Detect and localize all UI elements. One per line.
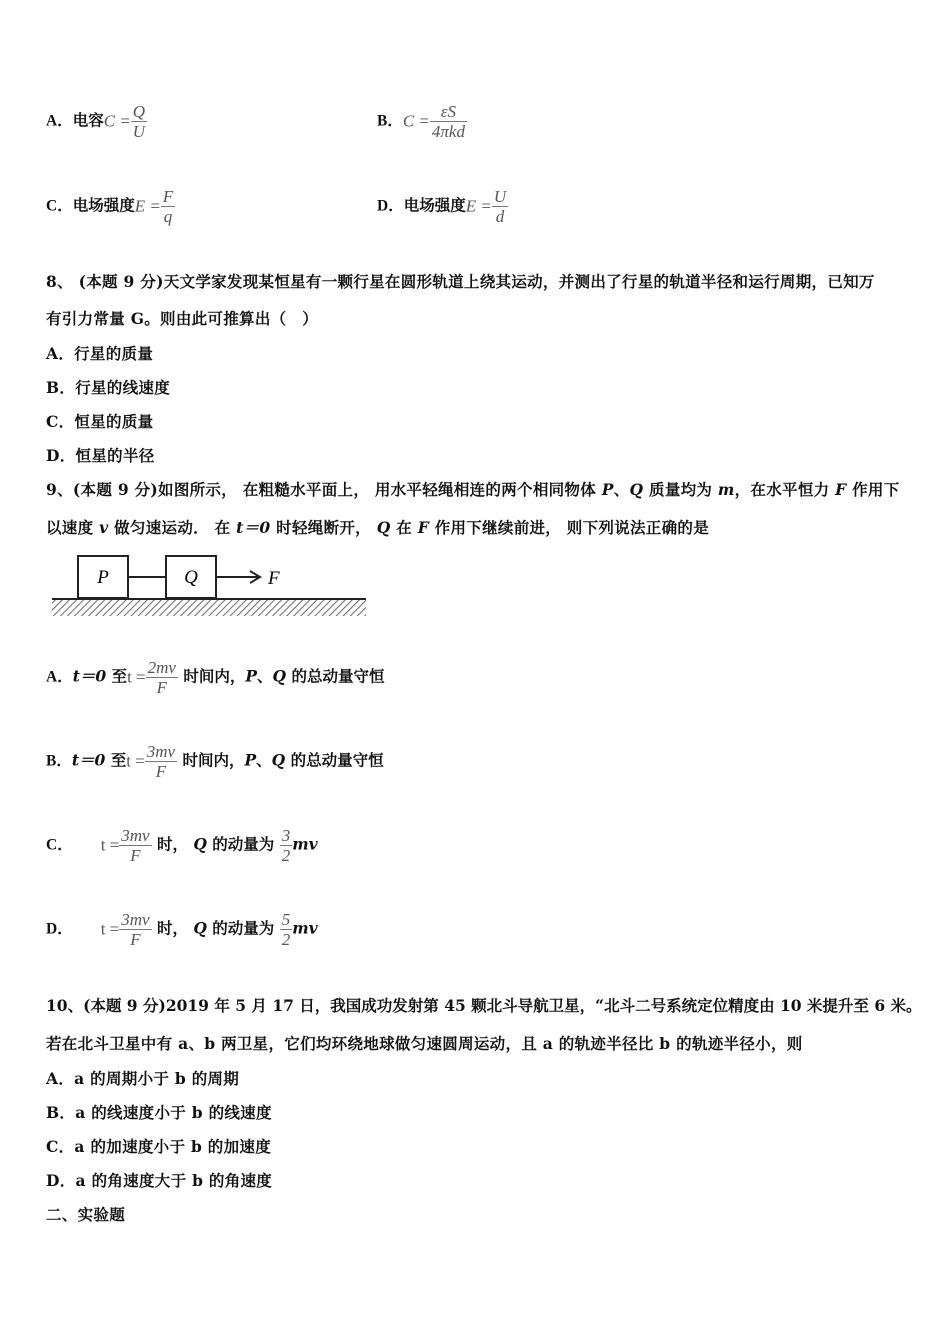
q9-option-a: A．t＝0 至t = $\frac{2mv}{F}$ 时间内，P、Q 的总动量守恒 xyxy=(46,658,385,697)
q9-option-b: B．t＝0 至t = $\frac{3mv}{F}$ 时间内，P、Q 的总动量守恒 xyxy=(46,742,384,781)
q10-option-b: B．a 的线速度小于 b 的线速度 xyxy=(46,1103,272,1122)
q9-option-c: C． t = $\frac{3mv}{F}$ 时， Q 的动量为 $\frac{3}{2}$ mv xyxy=(46,826,318,865)
force-label: F xyxy=(268,568,280,589)
formula-fraction: $\frac{3mv}{F}$ xyxy=(146,742,176,781)
q10-stem-line2: 若在北斗卫星中有 a、b 两卫星，它们均环绕地球做匀速圆周运动，且 a 的轨迹半径比 b 的轨迹半径小，则 xyxy=(46,1034,803,1053)
q9-stem-line1: 9、(本题 9 分)如图所示， 在粗糙水平面上， 用水平轻绳相连的两个相同物体 P、Q 质量均为 m，在水平恒力 F 作用下 xyxy=(46,480,900,499)
q8-option-d: D．恒星的半径 xyxy=(46,446,155,465)
blocks-on-surface-figure xyxy=(48,550,370,622)
block-p-label: P xyxy=(97,567,109,588)
q10-stem-line1: 10、(本题 9 分)2019 年 5 月 17 日，我国成功发射第 45 颗北斗导航卫星，“北斗二号系统定位精度由 10 米提升至 6 米。 xyxy=(46,996,922,1015)
formula-fraction: $\frac{3mv}{F}$ xyxy=(121,826,150,865)
q8-option-b: B．行星的线速度 xyxy=(46,378,171,397)
formula-fraction: $\frac{F}{q}$ xyxy=(162,187,174,226)
q8-stem-line1: 8、 (本题 9 分)天文学家发现某恒星有一颗行星在圆形轨道上绕其运动，并测出了行星的轨道半径和运行周期，已知万 xyxy=(46,272,875,291)
ground-hatch xyxy=(52,600,366,616)
formula-fraction: $\frac{3}{2}$ xyxy=(281,826,291,865)
q8-stem-line2: 有引力常量 G。则由此可推算出（ ） xyxy=(46,309,319,328)
q10-option-c: C．a 的加速度小于 b 的加速度 xyxy=(46,1137,272,1156)
formula-fraction: $\frac{U}{d}$ xyxy=(493,187,507,226)
q7-option-a: A．电容C = $\frac{Q}{U}$ xyxy=(46,102,146,141)
q8-option-a: A．行星的质量 xyxy=(46,344,154,363)
formula-fraction: $\frac{3mv}{F}$ xyxy=(121,910,150,949)
q10-option-a: A．a 的周期小于 b 的周期 xyxy=(46,1069,240,1088)
q10-option-d: D．a 的角速度大于 b 的角速度 xyxy=(46,1171,273,1190)
q7-option-b: B．C = $\frac{\varepsilon S}{\text{4πkd}}$ xyxy=(377,102,465,141)
q9-stem-line2: 以速度 v 做匀速运动． 在 t＝0 时轻绳断开， Q 在 F 作用下继续前进， 则下列说法正确的是 xyxy=(46,518,710,537)
block-q-label: Q xyxy=(184,567,198,588)
q7-option-c: C．电场强度E = $\frac{F}{q}$ xyxy=(46,187,174,226)
q7-option-d: D．电场强度E = $\frac{U}{d}$ xyxy=(377,187,507,226)
formula-fraction: $\frac{Q}{U}$ xyxy=(132,102,146,141)
formula-fraction: $\frac{5}{2}$ xyxy=(281,910,291,949)
section-heading: 二、实验题 xyxy=(46,1205,126,1224)
q8-option-c: C．恒星的质量 xyxy=(46,412,154,431)
formula-fraction: $\frac{2mv}{F}$ xyxy=(147,658,176,697)
q9-option-d: D． t = $\frac{3mv}{F}$ 时， Q 的动量为 $\frac{5}{2}$ mv xyxy=(46,910,318,949)
formula-fraction: $\frac{\varepsilon S}{\text{4πkd}}$ xyxy=(431,102,465,141)
